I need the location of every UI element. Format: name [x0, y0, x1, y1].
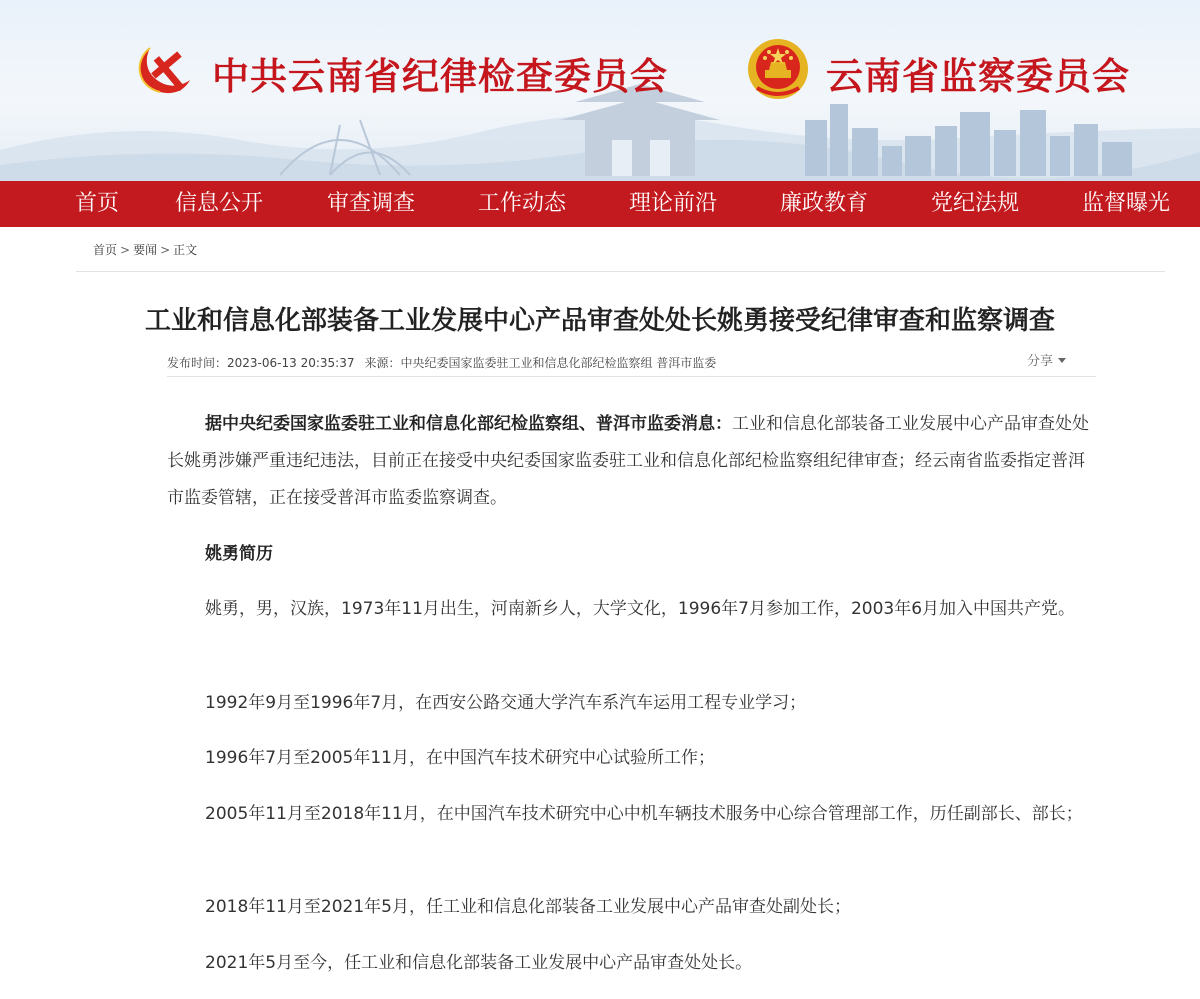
breadcrumb: [93, 241, 197, 258]
national-emblem-icon: [745, 36, 811, 102]
nav-item-info-disclosure[interactable]: 信息公开: [175, 191, 264, 216]
nav-item-exposure[interactable]: 监督曝光: [1082, 191, 1171, 216]
breadcrumb-news-link[interactable]: 要闻: [133, 243, 158, 257]
resume-paragraph: 姚勇，男，汉族，1973年11月出生，河南新乡人，大学文化，1996年7月参加工作，2003年6月加入中国共产党。: [205, 599, 1076, 619]
breadcrumb-separator: >: [160, 243, 171, 257]
nav-item-work-news[interactable]: 工作动态: [478, 191, 567, 216]
chevron-down-icon: [1058, 358, 1066, 363]
nav-item-regulations[interactable]: 党纪法规: [931, 191, 1020, 216]
breadcrumb-divider: [76, 271, 1165, 272]
nav-item-theory[interactable]: 理论前沿: [629, 191, 718, 216]
lead-bold-text: 据中央纪委国家监委驻工业和信息化部纪检监察组、普洱市监委消息：: [205, 414, 732, 434]
article-title: 工业和信息化部装备工业发展中心产品审查处处长姚勇接受纪律审查和监察调查: [144, 306, 1055, 336]
resume-paragraph: 2018年11月至2021年5月，任工业和信息化部装备工业发展中心产品审查处副处长；: [205, 897, 851, 917]
breadcrumb-separator: >: [120, 243, 131, 257]
resume-paragraph: 1992年9月至1996年7月，在西安公路交通大学汽车系汽车运用工程专业学习；: [205, 693, 807, 713]
nav-item-investigation[interactable]: 审查调查: [327, 191, 416, 216]
source-text: 中央纪委国家监委驻工业和信息化部纪检监察组 普洱市监委: [400, 356, 717, 370]
article-lead-paragraph: [167, 406, 1099, 517]
site-banner: [0, 0, 1200, 181]
resume-paragraph: 2005年11月至2018年11月，在中国汽车技术研究中心中机车辆技术服务中心综合管理部工作，历任副部长、部长；: [205, 804, 1083, 824]
party-emblem-icon: [130, 36, 194, 100]
source-label: 来源：: [364, 356, 401, 370]
banner-title-supervision: 云南省监察委员会: [826, 55, 1130, 98]
publish-time: 2023-06-13 20:35:37: [227, 356, 355, 370]
resume-heading-text: 姚勇简历: [205, 544, 273, 564]
main-nav: [0, 181, 1200, 227]
share-label: 分享: [1027, 354, 1054, 369]
resume-heading: [167, 536, 1099, 573]
breadcrumb-home-link[interactable]: 首页: [93, 243, 118, 257]
resume-paragraph: 2021年5月至今，任工业和信息化部装备工业发展中心产品审查处处长。: [205, 953, 753, 973]
meta-divider: [167, 376, 1096, 377]
resume-paragraph: 1996年7月至2005年11月，在中国汽车技术研究中心试验所工作；: [205, 748, 715, 768]
nav-item-integrity-education[interactable]: 廉政教育: [780, 191, 869, 216]
lead-text: 工业和信息化部装备工业发展中心产品审查处处长姚勇涉嫌严重违纪违法，目前正在接受中央纪委国家监委驻工业和信息化部纪检监察组纪律审查；经云南省监委指定普洱市监委管辖，正在接受普洱市监委监察调查。: [167, 414, 1089, 508]
nav-item-home[interactable]: 首页: [75, 191, 120, 216]
article-meta: [167, 354, 716, 371]
share-button[interactable]: [1027, 350, 1066, 369]
breadcrumb-current: 正文: [173, 243, 198, 257]
banner-title-cpc: 中共云南省纪律检查委员会: [212, 55, 668, 98]
publish-label: 发布时间：: [167, 356, 228, 370]
